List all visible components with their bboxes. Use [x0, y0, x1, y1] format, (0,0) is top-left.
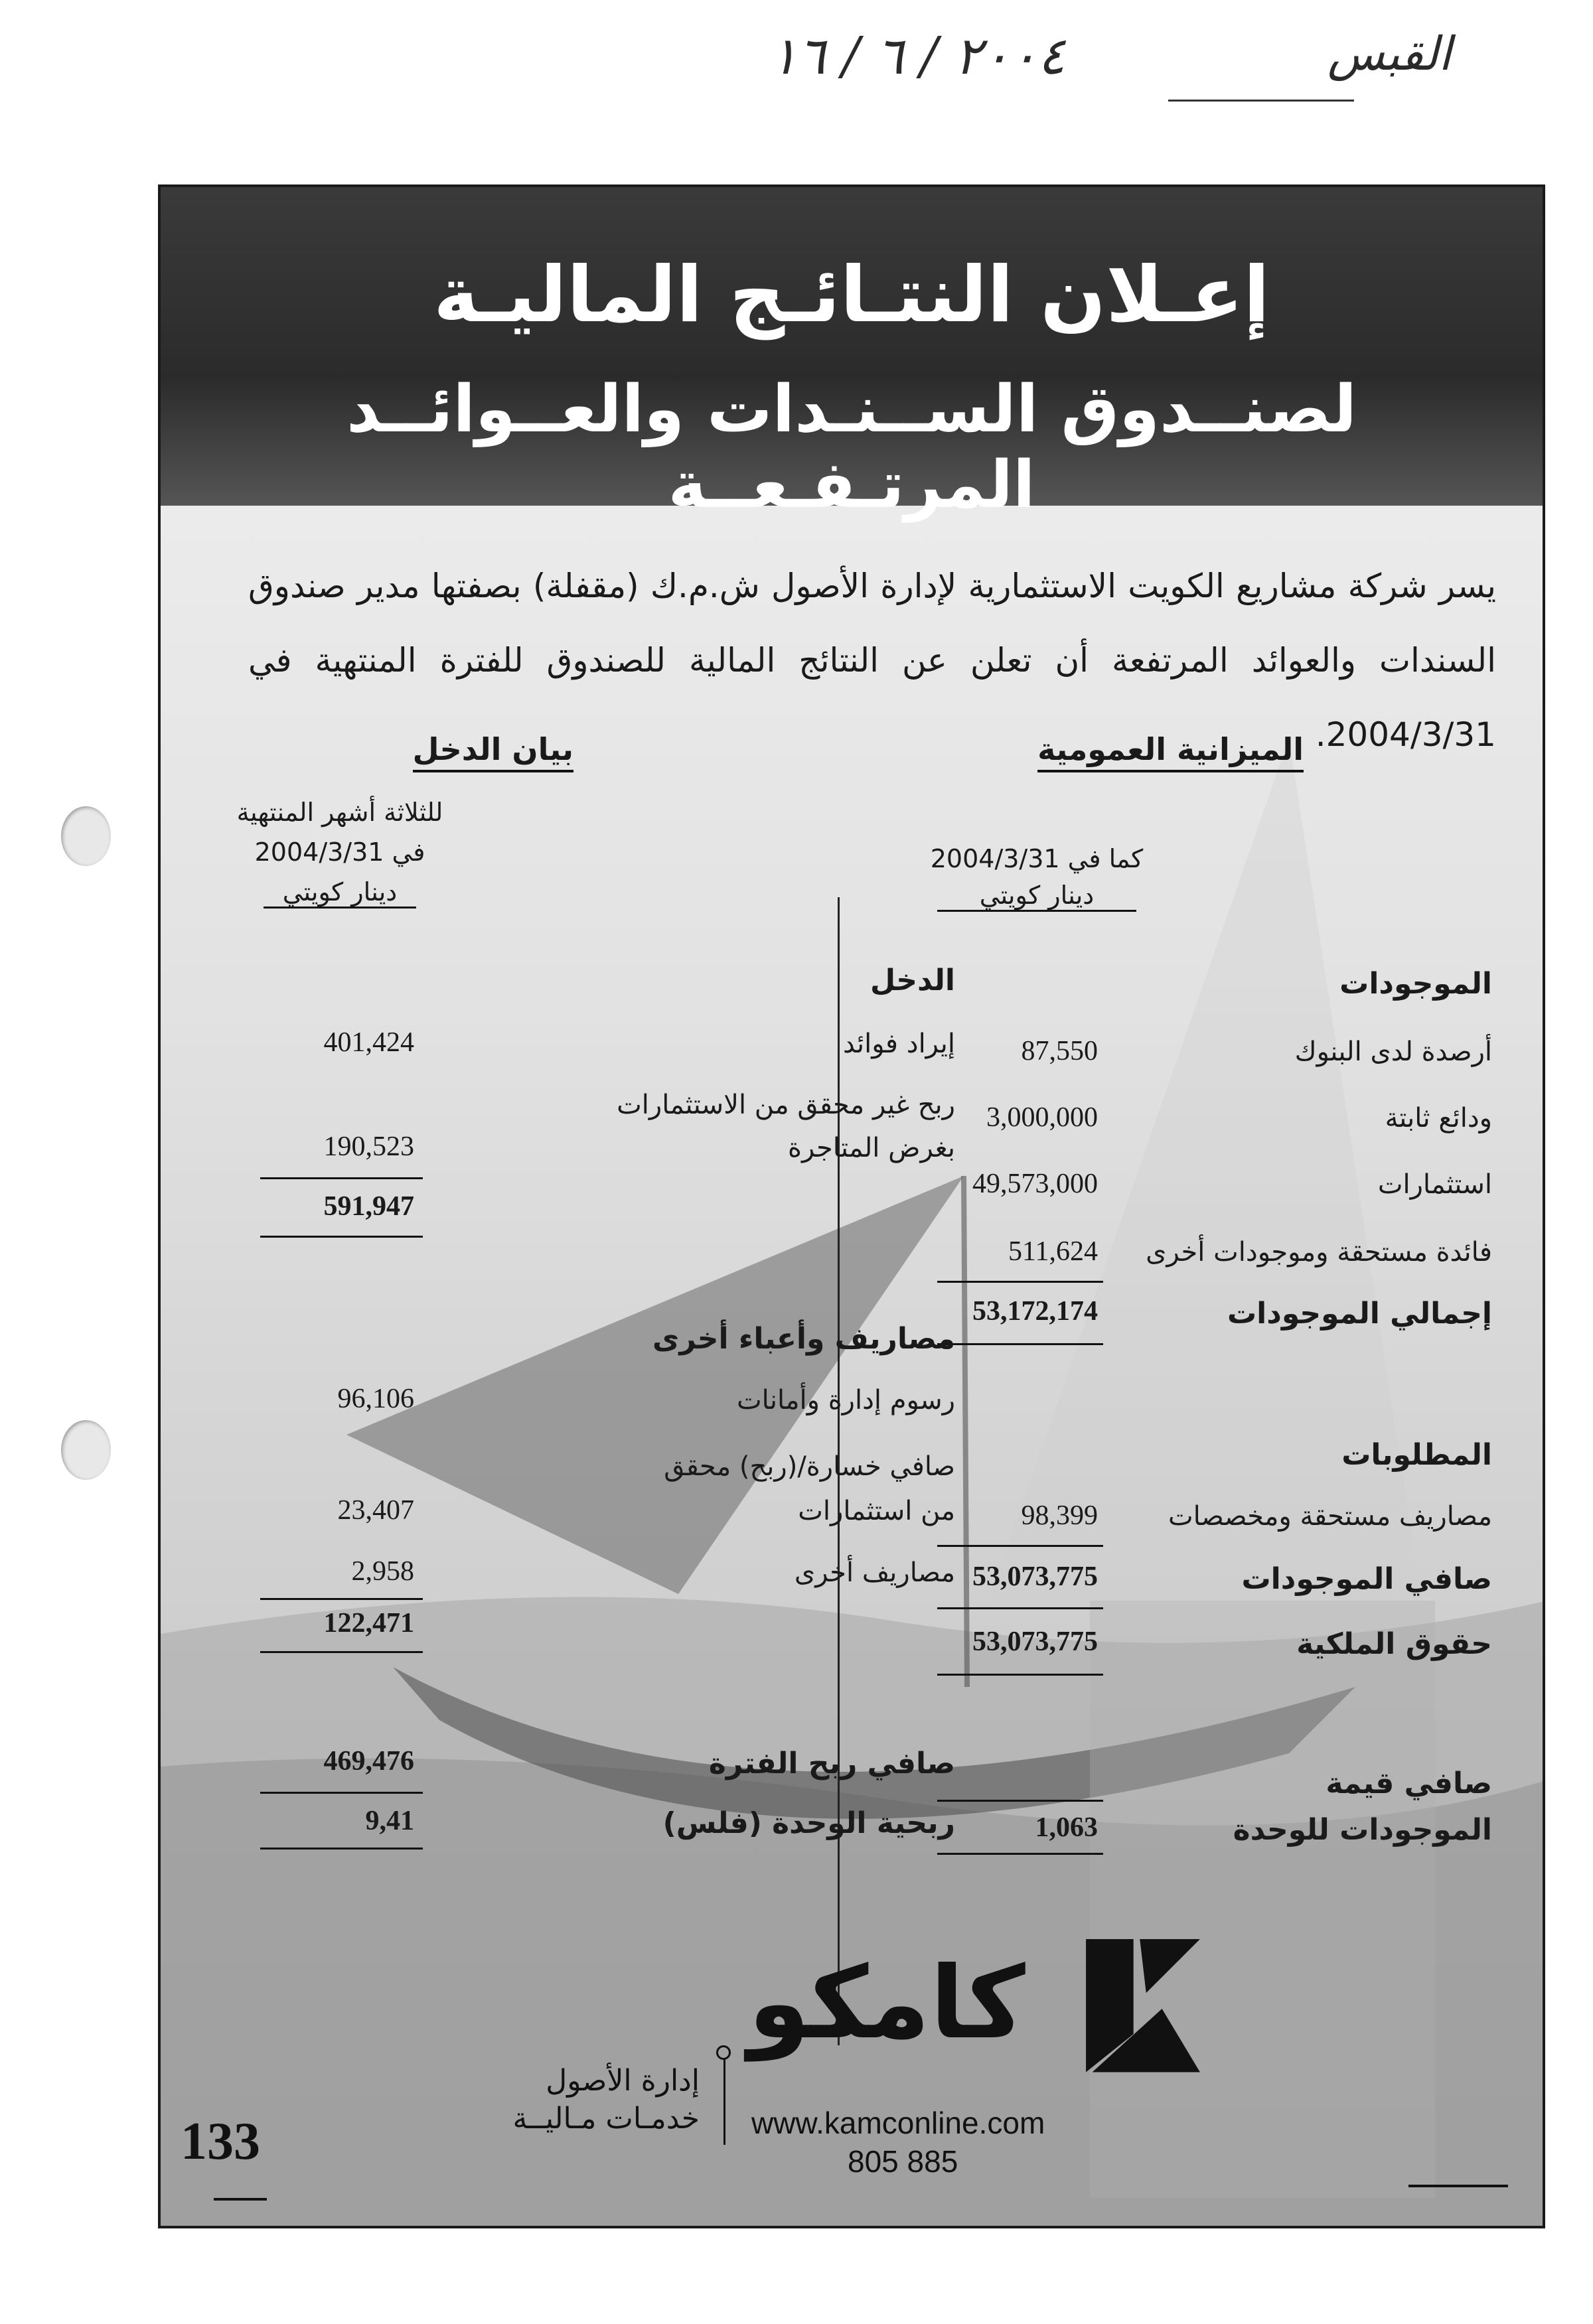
income-label-2: بغرض المتاجرة	[787, 1133, 955, 1163]
expense-value: 2,958	[351, 1556, 414, 1587]
subtotal-rule	[937, 1545, 1103, 1547]
expense-label-2: من استثمارات	[798, 1496, 955, 1526]
expense-label: رسوم إدارة وأمانات	[736, 1385, 955, 1416]
income-label-1: ربح غير محقق من الاستثمارات	[617, 1090, 955, 1120]
expense-label-1: صافي خسارة/(ربح) محقق	[664, 1451, 955, 1482]
tagline-dot-icon	[716, 2045, 731, 2060]
income-heading: الدخل	[870, 964, 955, 997]
subtotal-rule	[937, 1800, 1103, 1802]
asset-label: فائدة مستحقة وموجودات أخرى	[1146, 1237, 1492, 1268]
balance-sheet-as-of: كما في 2004/3/31	[930, 844, 1144, 873]
income-label: إيراد فوائد	[843, 1029, 955, 1059]
footer-rule-left	[214, 2198, 267, 2201]
intro-paragraph: يسر شركة مشاريع الكويت الاستثمارية لإدارة الأصول ش.م.ك (مقفلة) بصفتها مدير صندوق السندات والعوائد المرتفعة أن تعلن عن النتائج المالية للصندوق للفترة المنتهية في 2004/3/31.	[248, 567, 1496, 754]
website-text: www.kamconline.com	[751, 2106, 1045, 2140]
liability-value: 98,399	[1021, 1500, 1098, 1531]
subtotal-rule	[937, 1607, 1103, 1609]
subtotal-rule	[937, 1281, 1103, 1283]
income-currency: دينار كويتي	[264, 877, 416, 908]
footer-rule-right	[1408, 2185, 1508, 2187]
subtotal-rule	[260, 1177, 423, 1179]
balance-sheet-heading: الميزانية العمومية	[1037, 731, 1304, 772]
asset-label: أرصدة لدى البنوك	[1294, 1037, 1492, 1067]
income-value: 401,424	[323, 1027, 414, 1058]
tagline-line2: خدمـات مـاليــة	[512, 2102, 700, 2136]
total-assets-label: إجمالي الموجودات	[1227, 1297, 1492, 1331]
total-rule	[260, 1236, 423, 1238]
income-period-line2: في 2004/3/31	[254, 837, 425, 867]
nav-per-unit-value: 1,063	[1035, 1812, 1098, 1843]
expense-value: 23,407	[337, 1495, 414, 1526]
total-assets-value: 53,172,174	[972, 1296, 1098, 1327]
net-assets-value: 53,073,775	[972, 1561, 1098, 1592]
equity-value: 53,073,775	[972, 1627, 1098, 1657]
expense-value: 96,106	[337, 1384, 414, 1414]
tagline-line1: إدارة الأصول	[546, 2064, 700, 2098]
kamco-logo-icon	[1083, 1939, 1203, 2078]
liability-label: مصاريف مستحقة ومخصصات	[1168, 1501, 1492, 1532]
title-banner	[161, 187, 1543, 523]
total-rule	[260, 1848, 423, 1850]
asset-label: استثمارات	[1377, 1169, 1492, 1200]
total-income-value: 591,947	[323, 1191, 414, 1222]
assets-heading: الموجودات	[1339, 967, 1492, 1001]
ad-title: إعـلان النتـائـج الماليـة	[433, 250, 1270, 340]
expenses-heading: مصاريف وأعباء أخرى	[652, 1322, 955, 1356]
income-statement-heading: بيان الدخل	[413, 731, 573, 772]
expense-label: مصاريف أخرى	[794, 1558, 955, 1588]
page-number: 133	[181, 2112, 260, 2171]
kamco-logo-text: كامكو	[748, 1946, 1025, 2061]
subtotal-rule	[260, 1598, 423, 1600]
total-rule	[937, 1343, 1103, 1345]
income-period-line1: للثلاثة أشهر المنتهية	[236, 798, 443, 827]
total-rule	[937, 1853, 1103, 1855]
handwritten-source: القبس	[1328, 27, 1452, 81]
punch-hole-bottom	[61, 1420, 111, 1480]
eps-label: ربحية الوحدة (فلس)	[662, 1806, 955, 1840]
equity-label: حقوق الملكية	[1296, 1627, 1492, 1661]
net-profit-label: صافي ربح الفترة	[708, 1747, 955, 1780]
handwritten-underline	[1168, 100, 1354, 102]
asset-value: 87,550	[1021, 1036, 1098, 1066]
net-assets-label: صافي الموجودات	[1241, 1562, 1492, 1596]
eps-value: 9,41	[365, 1806, 414, 1836]
total-rule	[260, 1792, 423, 1794]
tagline-divider	[723, 2059, 725, 2145]
handwritten-date: ٢٠٠٤ / ٦ / ١٦	[770, 27, 1066, 86]
income-value: 190,523	[323, 1131, 414, 1162]
advertisement-frame	[158, 184, 1545, 2228]
total-rule	[937, 1674, 1103, 1676]
asset-label: ودائع ثابتة	[1385, 1103, 1492, 1133]
asset-value: 3,000,000	[986, 1102, 1098, 1133]
punch-hole-top	[61, 806, 111, 866]
total-rule	[260, 1651, 423, 1653]
ad-subtitle: لصنــدوق الســنـدات والعــوائــد المرتـفـعــة	[346, 372, 1357, 523]
asset-value: 49,573,000	[972, 1169, 1098, 1199]
total-expenses-value: 122,471	[323, 1608, 414, 1638]
net-profit-value: 469,476	[323, 1746, 414, 1777]
asset-value: 511,624	[1008, 1236, 1098, 1267]
nav-per-unit-label-2: الموجودات للوحدة	[1233, 1813, 1492, 1847]
balance-sheet-currency: دينار كويتي	[937, 881, 1136, 912]
liabilities-heading: المطلوبات	[1341, 1438, 1492, 1472]
nav-per-unit-label-1: صافي قيمة	[1326, 1767, 1492, 1800]
phone-number: 805 885	[848, 2144, 958, 2179]
